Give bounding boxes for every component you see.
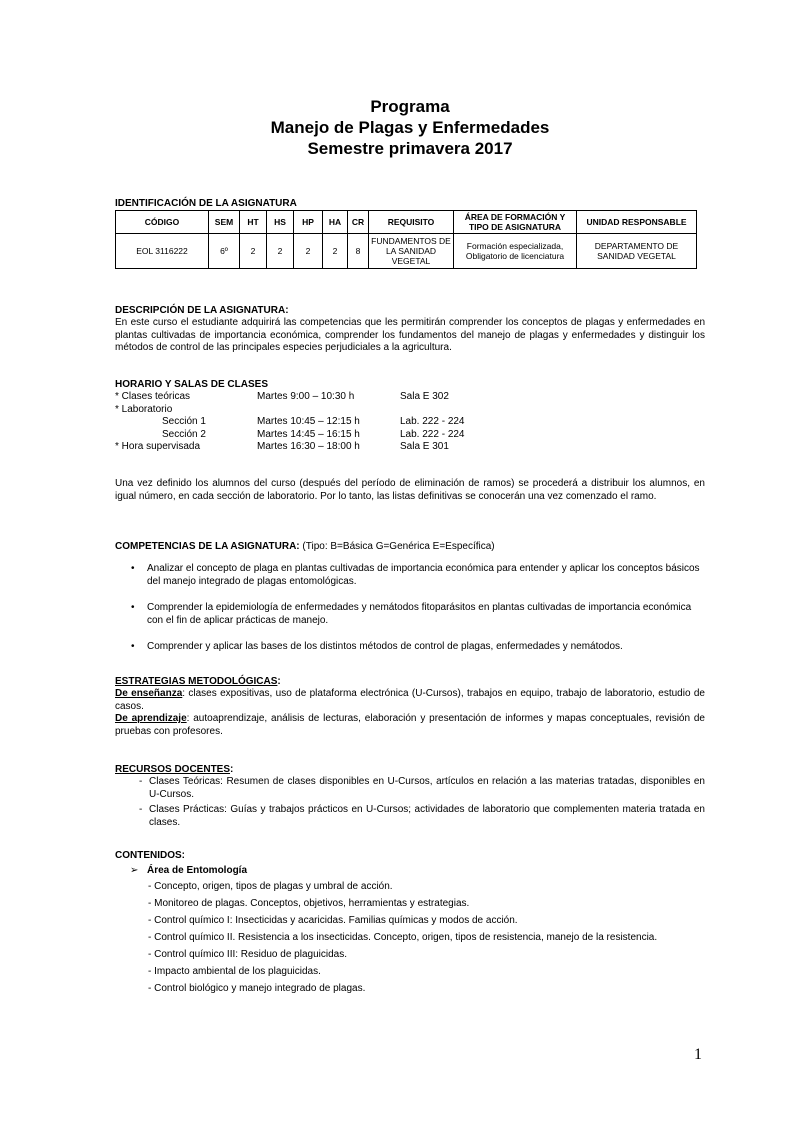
header-cr: CR (348, 211, 369, 234)
list-item (115, 641, 705, 654)
schedule-time: Martes 14:45 – 16:15 h (257, 428, 360, 440)
header-ht: HT (240, 211, 267, 234)
recursos-heading: RECURSOS DOCENTES (115, 764, 231, 775)
schedule-label: * Hora supervisada (115, 441, 201, 452)
list-item (115, 804, 705, 829)
estrategias-heading-line (115, 676, 281, 687)
header-hs: HS (267, 211, 294, 234)
document-title (115, 96, 705, 159)
header-area-formacion: ÁREA DE FORMACIÓN Y TIPO DE ASIGNATURA (454, 211, 577, 234)
page-number: 1 (694, 1046, 702, 1063)
recursos-list (115, 776, 705, 832)
header-ha: HA (323, 211, 348, 234)
horario-heading: HORARIO Y SALAS DE CLASES (115, 379, 268, 390)
bullet-icon: • (131, 563, 135, 574)
schedule-label: Sección 2 (162, 428, 206, 440)
list-item: - Control químico III: Residuo de plaguicidas. (148, 949, 347, 960)
competencias-tipo: (Tipo: B=Básica G=Genérica E=Específica) (299, 541, 495, 552)
cell-area-formacion: Formación especializada, Obligatorio de licenciatura (454, 234, 577, 269)
schedule-label: * Clases teóricas (115, 391, 191, 402)
list-item: - Monitoreo de plagas. Conceptos, objetivos, herramientas y estrategias. (148, 898, 470, 909)
schedule-room: Sala E 302 (400, 391, 449, 402)
list-item: - Control biológico y manejo integrado de plagas. (148, 983, 366, 994)
horario-note: Una vez definido los alumnos del curso (después del período de eliminación de ramos) se procederá a distribuir los alumnos, en igual número, en cada sección de laboratorio. Por lo tanto, las listas definitivas se conocerán una vez comenzado el ramo. (115, 478, 705, 502)
cell-hp: 2 (294, 234, 323, 269)
cell-ha: 2 (323, 234, 348, 269)
schedule-label: * Laboratorio (115, 403, 173, 415)
cell-ht: 2 (240, 234, 267, 269)
competencias-heading: COMPETENCIAS DE LA ASIGNATURA: (115, 541, 300, 552)
identificacion-table (115, 210, 697, 269)
contenidos-heading: CONTENIDOS: (115, 850, 185, 861)
schedule-room: Lab. 222 - 224 (400, 416, 465, 427)
cell-unidad-responsable: DEPARTAMENTO DE SANIDAD VEGETAL (577, 234, 697, 269)
header-sem: SEM (209, 211, 240, 234)
descripcion-heading: DESCRIPCIÓN DE LA ASIGNATURA: (115, 305, 289, 316)
schedule-time: Martes 9:00 – 10:30 h (257, 391, 355, 402)
area-title: Área de Entomología (147, 865, 248, 876)
list-item (115, 602, 705, 627)
list-item: - Control químico I: Insecticidas y acaricidas. Familias químicas y modos de acción. (148, 915, 518, 926)
bullet-icon: • (131, 602, 135, 613)
aprendizaje-label: De aprendizaje (115, 713, 187, 724)
schedule-room: Sala E 301 (400, 441, 449, 452)
header-requisito: REQUISITO (369, 211, 454, 234)
cell-sem: 6º (209, 234, 240, 269)
list-item: - Impacto ambiental de los plaguicidas. (148, 966, 321, 977)
cell-codigo: EOL 3116222 (116, 234, 209, 269)
title-line-2: Manejo de Plagas y Enfermedades (270, 118, 550, 137)
area-entomologia (130, 864, 657, 878)
arrow-bullet-icon: ➢ (130, 865, 139, 876)
estrategias-ensenanza (115, 688, 705, 713)
header-codigo: CÓDIGO (116, 211, 209, 234)
cell-requisito: FUNDAMENTOS DE LA SANIDAD VEGETAL (369, 234, 454, 269)
recurso-text: Clases Prácticas: Guías y trabajos prácticos en U-Cursos; actividades de laboratorio que complementen materia tratada en clases. (149, 804, 705, 828)
schedule-room: Lab. 222 - 224 (400, 428, 465, 440)
dash-icon: - (139, 804, 143, 815)
ensenanza-text: : clases expositivas, uso de plataforma electrónica (U-Cursos), trabajos en equipo, trabajo de laboratorio, estudio de casos. (115, 688, 705, 712)
cell-cr: 8 (348, 234, 369, 269)
bullet-icon: • (131, 641, 135, 652)
schedule-label: Sección 1 (162, 416, 206, 427)
header-hp: HP (294, 211, 323, 234)
competencia-text: Comprender la epidemiología de enfermedades y nemátodos fitoparásitos en plantas cultivadas de importancia económica con el fin de aplicar prácticas de manejo. (147, 602, 692, 626)
estrategias-colon: : (277, 676, 281, 687)
aprendizaje-text: : autoaprendizaje, análisis de lecturas, elaboración y presentación de informes y mapas conceptuales, revisión de pruebas con profesores. (115, 713, 705, 737)
recurso-text: Clases Teóricas: Resumen de clases disponibles en U-Cursos, artículos en relación a las materias tratadas, disponibles en U-Cursos. (149, 776, 705, 800)
competencia-text: Analizar el concepto de plaga en plantas cultivadas de importancia económica para entender y aplicar los conceptos básicos del manejo integrado de plagas entomológicas. (147, 563, 700, 587)
estrategias-heading: ESTRATEGIAS METODOLÓGICAS (115, 676, 278, 687)
ensenanza-label: De enseñanza (115, 688, 183, 699)
dash-icon: - (139, 776, 143, 787)
list-item: - Concepto, origen, tipos de plagas y umbral de acción. (148, 881, 393, 892)
table-row (116, 234, 697, 269)
header-unidad-responsable: UNIDAD RESPONSABLE (577, 211, 697, 234)
schedule-time: Martes 10:45 – 12:15 h (257, 416, 360, 427)
cell-hs: 2 (267, 234, 294, 269)
recursos-heading-line (115, 764, 233, 775)
descripcion-text: En este curso el estudiante adquirirá las competencias que les permitirán comprender los conceptos de plagas y enfermedades en plantas cultivadas de importancia económica, comprender los fundamentos del manejo de plagas y enfermedades y distinguir los métodos de control de las principales especies perjudiciales a la agricultura. (115, 317, 705, 353)
competencias-list (115, 563, 705, 668)
competencias-heading-line (115, 541, 495, 552)
list-item: - Control químico II. Resistencia a los insecticidas. Concepto, origen, tipos de resistencia, manejo de la resistencia. (148, 932, 658, 943)
schedule-time: Martes 16:30 – 18:00 h (257, 441, 360, 452)
title-line-3: Semestre primavera 2017 (307, 139, 513, 158)
competencia-text: Comprender y aplicar las bases de los distintos métodos de control de plagas, enfermedades y nemátodos. (147, 641, 623, 652)
estrategias-aprendizaje (115, 713, 705, 738)
contenidos-list (130, 864, 657, 997)
list-item (115, 563, 705, 588)
title-line-1: Programa (370, 97, 450, 116)
identificacion-heading: IDENTIFICACIÓN DE LA ASIGNATURA (115, 198, 297, 209)
list-item (115, 776, 705, 801)
recursos-colon: : (230, 764, 234, 775)
table-header-row (116, 211, 697, 234)
